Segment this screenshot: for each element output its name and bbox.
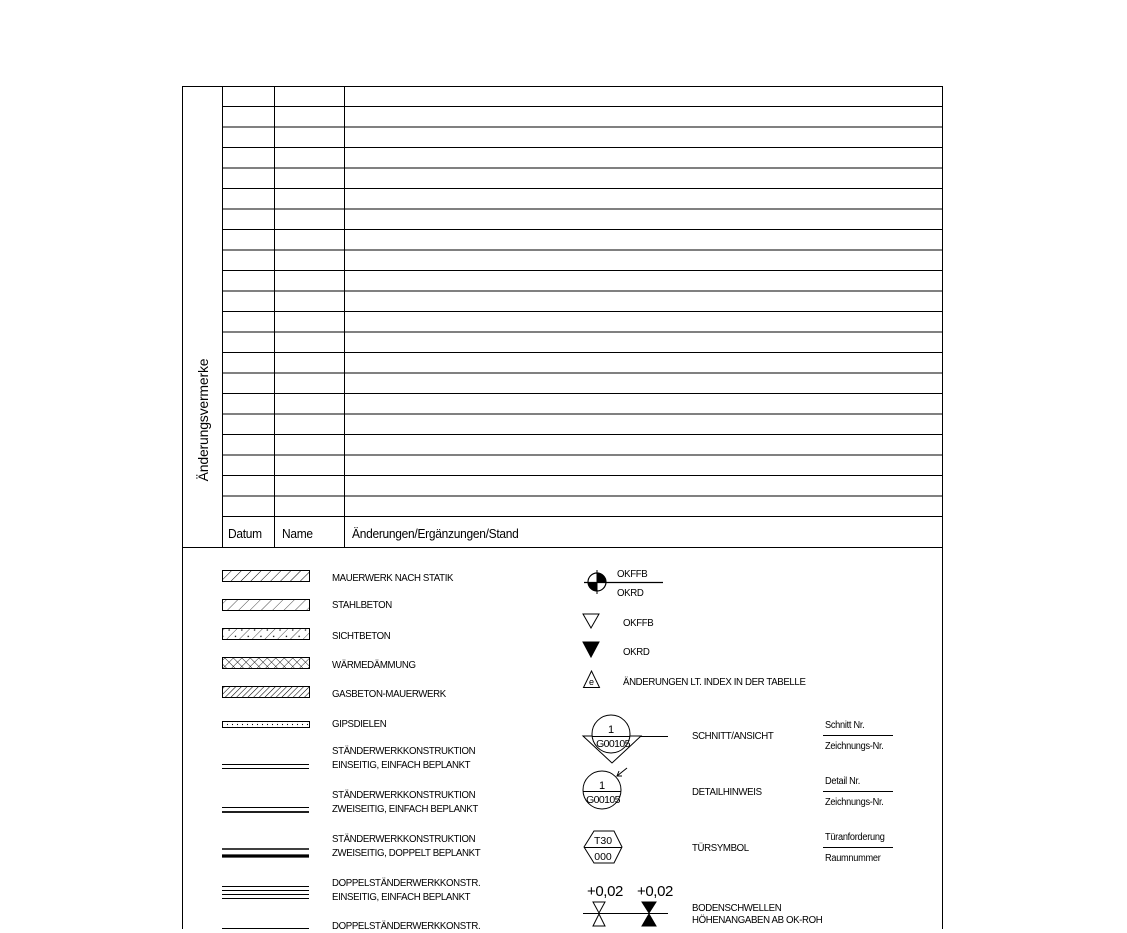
index-letter: e [588,677,595,687]
material-label: WÄRMEDÄMMUNG [332,659,416,671]
wall-type-symbols [222,765,309,929]
wall-symbol-4 [222,887,309,899]
detail-reference-label: DETAILHINWEIS [692,786,762,798]
filled-triangle-label: OKRD [623,646,650,658]
swatch-gipsdielen [223,722,310,728]
wall-type-line2: EINSEITIG, EINFACH BEPLANKT [332,759,471,771]
wall-type-line1: STÄNDERWERKKONSTRUKTION [332,833,476,845]
level-okffb-label: OKFFB [617,568,648,580]
section-title: Änderungsvermerke [195,358,211,482]
revision-table-grid [223,86,345,547]
open-triangle-icon [583,614,599,628]
section-sheet: G00105 [596,738,630,750]
swatch-gasbeton [223,687,310,698]
swatch-sichtbeton [223,629,310,640]
section-number-caption: Schnitt Nr. [825,720,865,731]
wall-type-line1: DOPPELSTÄNDERWERKKONSTR. [332,877,481,889]
level-okrd-label: OKRD [617,587,644,599]
swatch-mauerwerk [223,571,310,582]
section-number: 1 [607,724,615,736]
material-swatches [223,571,310,728]
swatch-waermedaemmung [223,658,310,669]
wall-symbol-3 [222,849,309,856]
detail-number: 1 [598,780,606,792]
threshold-label-line2: HÖHENANGABEN AB OK-ROH [692,914,823,926]
revision-table-rows [222,107,943,517]
column-header-name: Name [282,526,313,541]
door-number: 000 [594,851,612,863]
swatch-stahlbeton [223,600,310,611]
threshold-label-line1: BODENSCHWELLEN [692,902,782,914]
wall-type-line1: DOPPELSTÄNDERWERKKONSTR. [332,920,481,932]
wall-type-line2: EINSEITIG, EINFACH BEPLANKT [332,891,471,903]
material-label: STAHLBETON [332,599,392,611]
material-label: GIPSDIELEN [332,718,387,730]
wall-type-line1: STÄNDERWERKKONSTRUKTION [332,789,476,801]
door-requirement-caption: Türanforderung [825,832,885,843]
wall-type-line2: ZWEISEITIG, EINFACH BEPLANKT [332,803,478,815]
material-label: SICHTBETON [332,630,391,642]
threshold-value-right: +0,02 [637,883,673,900]
filled-triangle-icon [583,642,599,657]
threshold-symbol-icon [583,902,668,926]
section-reference-label: SCHNITT/ANSICHT [692,730,774,742]
wall-type-line1: STÄNDERWERKKONSTRUKTION [332,745,476,757]
threshold-value-left: +0,02 [587,883,623,900]
door-rating: T30 [593,835,613,847]
index-label: ÄNDERUNGEN LT. INDEX IN DER TABELLE [623,676,806,688]
annotation-lines [823,736,893,848]
wall-type-line2: ZWEISEITIG, DOPPELT BEPLANKT [332,847,481,859]
section-drawing-caption: Zeichnungs-Nr. [825,741,884,752]
column-header-changes: Änderungen/Ergänzungen/Stand [352,526,519,541]
wall-symbol-2 [222,808,309,813]
door-symbol-label: TÜRSYMBOL [692,842,749,854]
column-header-datum: Datum [228,526,262,541]
detail-sheet: G00105 [586,794,620,806]
detail-drawing-caption: Zeichnungs-Nr. [825,797,884,808]
material-label: MAUERWERK NACH STATIK [332,572,454,584]
room-number-caption: Raumnummer [825,853,881,864]
open-triangle-label: OKFFB [623,617,654,629]
wall-symbol-1 [222,765,309,769]
material-label: GASBETON-MAUERWERK [332,688,446,700]
detail-number-caption: Detail Nr. [825,776,861,787]
